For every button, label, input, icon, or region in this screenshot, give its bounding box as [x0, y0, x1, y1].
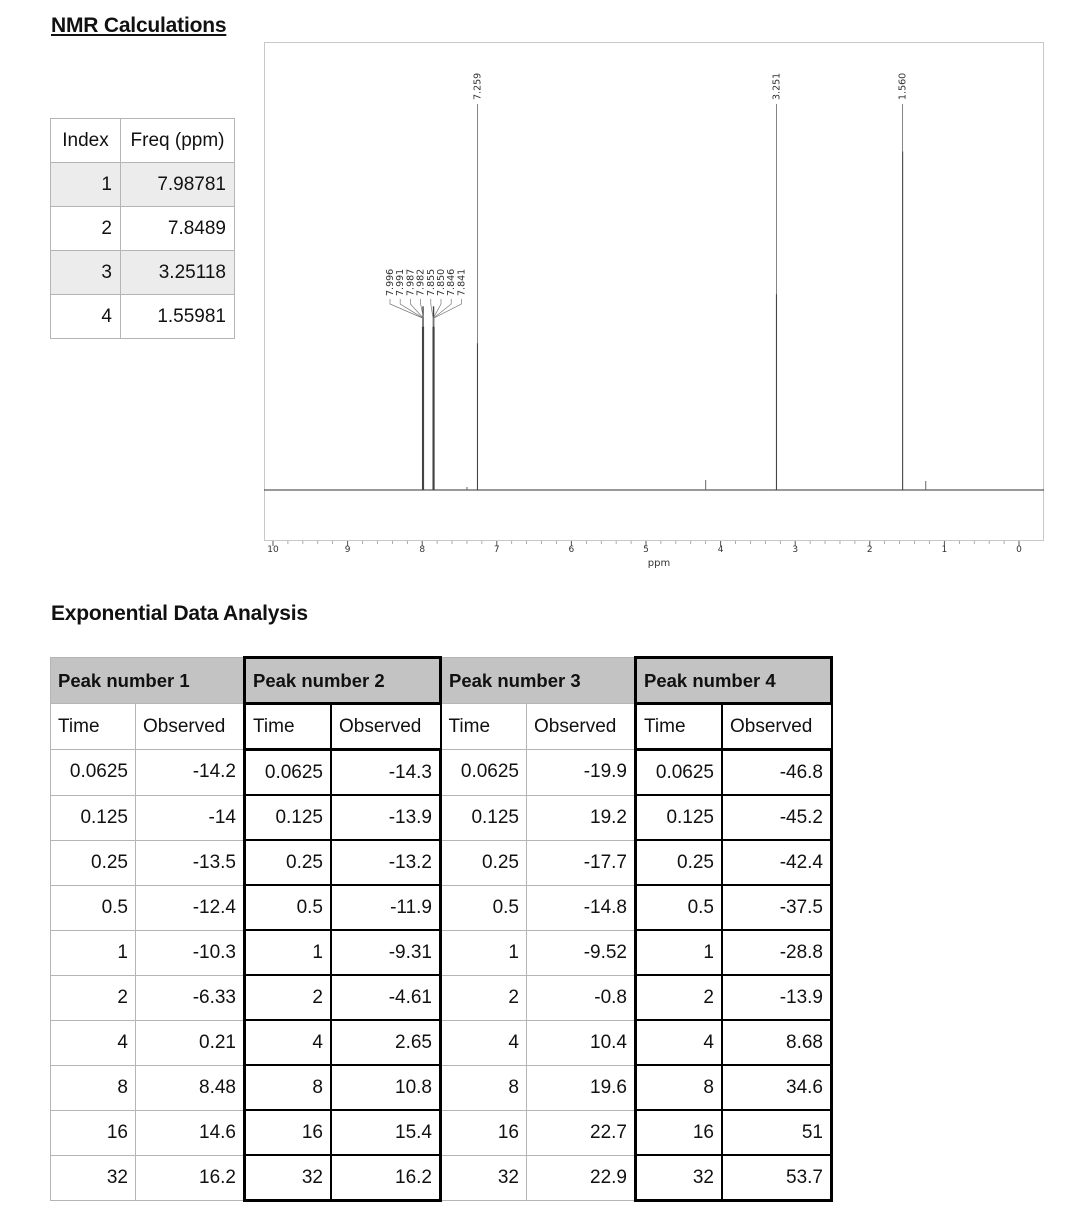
time-cell: 8: [245, 1065, 332, 1110]
time-cell: 2: [636, 975, 723, 1020]
index-cell: 2: [51, 207, 121, 251]
table-row: [51, 840, 832, 885]
observed-cell: -42.4: [722, 840, 832, 885]
frequency-table-header: [51, 119, 235, 163]
table-row: [51, 930, 832, 975]
time-cell: 4: [441, 1020, 527, 1065]
table-row: [51, 750, 832, 796]
time-cell: 0.0625: [245, 750, 332, 796]
peak-label: 7.259: [472, 72, 484, 100]
observed-cell: -4.61: [331, 975, 441, 1020]
multiplet-label: 7.841: [456, 268, 468, 296]
observed-cell: -28.8: [722, 930, 832, 975]
header-index: Index: [51, 119, 121, 163]
multiplet-label: 7.982: [415, 268, 427, 296]
table-row: [51, 295, 235, 339]
observed-cell: -13.5: [136, 840, 245, 885]
nmr-spectrum: [264, 42, 1044, 572]
time-header: Time: [636, 704, 723, 750]
time-cell: 0.0625: [441, 750, 527, 796]
x-tick-label: 0: [1016, 545, 1022, 555]
index-cell: 1: [51, 163, 121, 207]
time-cell: 0.5: [51, 885, 136, 930]
x-tick-label: 3: [792, 545, 799, 555]
x-axis-ticks: [267, 541, 1022, 555]
time-cell: 0.25: [636, 840, 723, 885]
time-header: Time: [51, 704, 136, 750]
frequency-cell: 1.55981: [121, 295, 235, 339]
time-cell: 0.25: [441, 840, 527, 885]
x-tick-label: 5: [643, 545, 649, 555]
peak-2-header: Peak number 2: [245, 658, 441, 704]
observed-cell: -14.2: [136, 750, 245, 796]
observed-cell: 10.4: [527, 1020, 636, 1065]
observed-cell: 19.6: [527, 1065, 636, 1110]
peak-label: 1.560: [897, 72, 909, 100]
index-cell: 3: [51, 251, 121, 295]
observed-cell: 22.9: [527, 1155, 636, 1201]
x-tick-label: 6: [568, 545, 575, 555]
multiplet-label: 7.996: [385, 268, 396, 296]
x-axis-label: ppm: [647, 558, 671, 569]
time-cell: 0.125: [245, 795, 332, 840]
observed-cell: -12.4: [136, 885, 245, 930]
x-tick-label: 4: [717, 545, 724, 555]
x-tick-label: 9: [344, 545, 351, 555]
time-cell: 4: [245, 1020, 332, 1065]
time-cell: 1: [636, 930, 723, 975]
observed-cell: 2.65: [331, 1020, 441, 1065]
observed-cell: -13.2: [331, 840, 441, 885]
section-title: Exponential Data Analysis: [51, 602, 308, 625]
page-title: NMR Calculations: [51, 14, 227, 37]
observed-cell: 34.6: [722, 1065, 832, 1110]
time-cell: 32: [636, 1155, 723, 1201]
time-cell: 0.5: [441, 885, 527, 930]
observed-cell: 10.8: [331, 1065, 441, 1110]
x-tick-label: 10: [267, 545, 279, 555]
multiplet-label: 7.987: [405, 268, 417, 296]
multiplet-label: 7.855: [425, 268, 437, 296]
table-row: [51, 251, 235, 295]
time-cell: 16: [245, 1110, 332, 1155]
time-cell: 0.125: [636, 795, 723, 840]
time-cell: 0.25: [51, 840, 136, 885]
observed-cell: -9.52: [527, 930, 636, 975]
observed-cell: 22.7: [527, 1110, 636, 1155]
header-frequency: Freq (ppm): [121, 119, 235, 163]
observed-cell: -9.31: [331, 930, 441, 975]
time-cell: 8: [441, 1065, 527, 1110]
time-cell: 4: [51, 1020, 136, 1065]
observed-cell: -45.2: [722, 795, 832, 840]
peak-3-header: Peak number 3: [441, 658, 636, 704]
time-cell: 0.0625: [51, 750, 136, 796]
table-row: [51, 207, 235, 251]
time-cell: 0.5: [636, 885, 723, 930]
frequency-table: [50, 118, 235, 339]
multiplet-label: 7.850: [436, 268, 447, 296]
table-row: [51, 795, 832, 840]
time-cell: 2: [245, 975, 332, 1020]
time-cell: 1: [51, 930, 136, 975]
x-tick-label: 2: [866, 545, 873, 555]
observed-cell: 19.2: [527, 795, 636, 840]
observed-cell: -13.9: [722, 975, 832, 1020]
time-cell: 0.25: [245, 840, 332, 885]
observed-cell: 0.21: [136, 1020, 245, 1065]
observed-cell: 51: [722, 1110, 832, 1155]
multiplet-label: 7.846: [446, 268, 458, 296]
peak-4-header: Peak number 4: [636, 658, 832, 704]
observed-cell: -46.8: [722, 750, 832, 796]
observed-cell: -17.7: [527, 840, 636, 885]
time-cell: 8: [636, 1065, 723, 1110]
x-tick-label: 1: [941, 545, 948, 555]
time-cell: 0.0625: [636, 750, 723, 796]
index-cell: 4: [51, 295, 121, 339]
table-row: [51, 1110, 832, 1155]
observed-cell: -11.9: [331, 885, 441, 930]
observed-cell: -19.9: [527, 750, 636, 796]
observed-cell: -13.9: [331, 795, 441, 840]
observed-cell: -37.5: [722, 885, 832, 930]
observed-cell: 16.2: [331, 1155, 441, 1201]
time-cell: 32: [441, 1155, 527, 1201]
observed-header: Observed: [527, 704, 636, 750]
frequency-cell: 7.8489: [121, 207, 235, 251]
observed-cell: 8.68: [722, 1020, 832, 1065]
table-row: [51, 975, 832, 1020]
time-cell: 4: [636, 1020, 723, 1065]
observed-cell: -14: [136, 795, 245, 840]
table-row: [51, 1065, 832, 1110]
time-cell: 0.125: [441, 795, 527, 840]
time-cell: 2: [51, 975, 136, 1020]
x-tick-label: 7: [493, 545, 500, 555]
time-cell: 32: [51, 1155, 136, 1201]
table-row: [51, 1020, 832, 1065]
column-header-row: [51, 704, 832, 750]
time-cell: 8: [51, 1065, 136, 1110]
exponential-data-table: [50, 656, 833, 1202]
observed-cell: -14.8: [527, 885, 636, 930]
frequency-cell: 3.25118: [121, 251, 235, 295]
peak-1-header: Peak number 1: [51, 658, 245, 704]
observed-header: Observed: [136, 704, 245, 750]
table-row: [51, 885, 832, 930]
peak-label: 3.251: [771, 72, 783, 100]
observed-header: Observed: [331, 704, 441, 750]
time-cell: 0.5: [245, 885, 332, 930]
time-cell: 16: [51, 1110, 136, 1155]
observed-cell: -14.3: [331, 750, 441, 796]
observed-cell: 15.4: [331, 1110, 441, 1155]
observed-cell: -0.8: [527, 975, 636, 1020]
time-cell: 32: [245, 1155, 332, 1201]
frequency-cell: 7.98781: [121, 163, 235, 207]
observed-header: Observed: [722, 704, 832, 750]
observed-cell: 53.7: [722, 1155, 832, 1201]
observed-cell: -6.33: [136, 975, 245, 1020]
time-cell: 16: [636, 1110, 723, 1155]
peak-header-row: [51, 658, 832, 704]
time-header: Time: [441, 704, 527, 750]
time-cell: 0.125: [51, 795, 136, 840]
time-header: Time: [245, 704, 332, 750]
x-tick-label: 8: [419, 545, 426, 555]
multiplet-label: 7.991: [395, 268, 407, 296]
time-cell: 16: [441, 1110, 527, 1155]
spectrum-frame: [265, 43, 1044, 541]
time-cell: 1: [245, 930, 332, 975]
observed-cell: 14.6: [136, 1110, 245, 1155]
observed-cell: 16.2: [136, 1155, 245, 1201]
observed-cell: -10.3: [136, 930, 245, 975]
time-cell: 1: [441, 930, 527, 975]
time-cell: 2: [441, 975, 527, 1020]
table-row: [51, 1155, 832, 1201]
table-row: [51, 163, 235, 207]
observed-cell: 8.48: [136, 1065, 245, 1110]
